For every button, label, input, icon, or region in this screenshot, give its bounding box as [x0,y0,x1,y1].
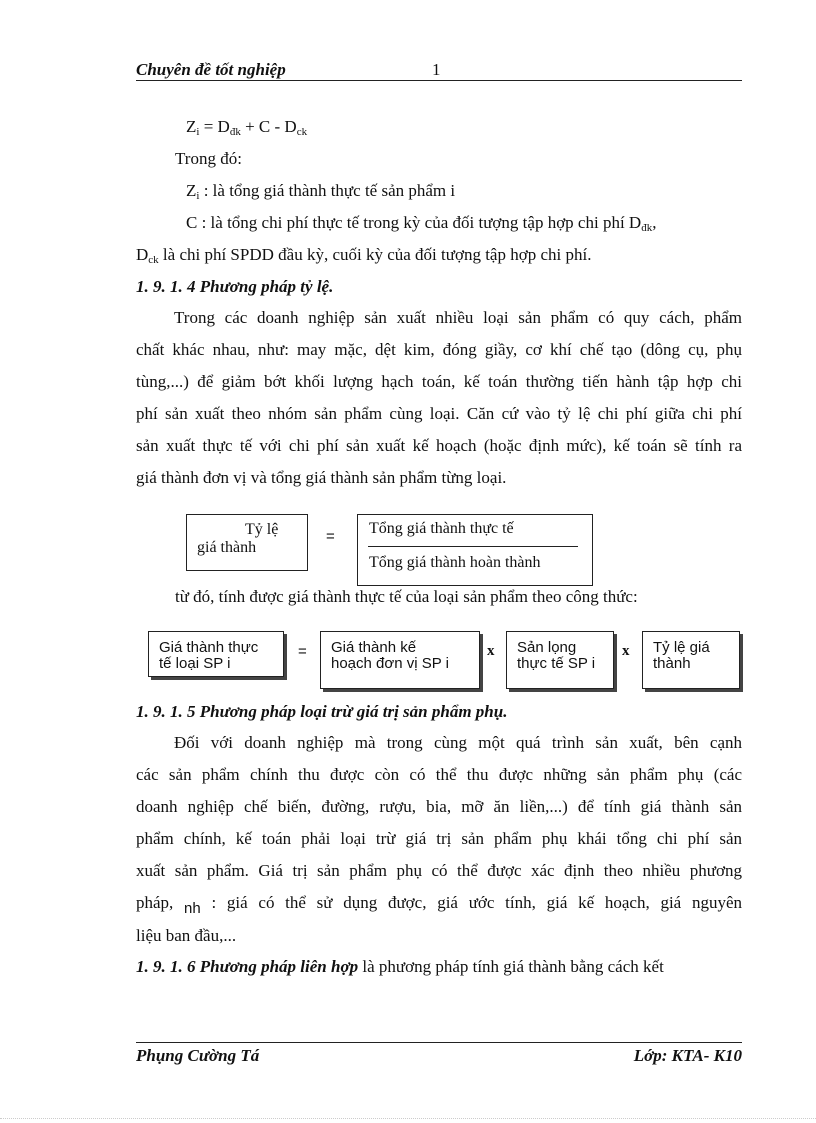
section-byproduct-body: Đối với doanh nghiệp mà trong cùng một quá trình sản xuất, bên cạnh các sản phẩm chính thu được còn có thể thu được những sản phẩm phụ (các doanh nghiệp chế biến, đường, rượu, bia, mỡ ăn liền,...) để tính giá thành sản phẩm chính, kế toán phải loại trừ giá trị sản phẩm phụ khái tổng chi phí sản xuất sản phẩm. Giá trị sản phẩm phụ có thể được xác định theo nhiều phương pháp, nh : giá có thể sử dụng được, giá ước tính, giá kế hoạch, giá nguyên liệu ban đầu,... [136,733,742,945]
page-number: 1 [432,60,441,79]
actual-output-box: Sản lọng thực tế SP i [506,631,614,689]
where-label: Trong đó: [175,149,242,168]
header-title: Chuyên đề tốt nghiệp [136,60,286,79]
actual-cost-box: Giá thành thực tế loại SP i [148,631,284,677]
fraction-bar [368,546,578,547]
d-definition: $D_{ck}$ là chi phí SPDD đầu kỳ, cuối kỳ của đối tượng tập hợp chi phí. [136,245,592,266]
from-that-text: từ đó, tính được giá thành thực tế của loại sản phẩm theo công thức: [175,587,638,606]
product-equals: = [298,643,307,660]
formula-zi: $Z_i = D_{đk} + C - D_{ck}$ [186,117,308,138]
zi-definition: $Z_i$ : là tổng giá thành thực tế sản phẩm i [186,181,456,202]
times-1: x [487,643,495,659]
c-definition: C : là tổng chi phí thực tế trong kỳ của đối tượng tập hợp chi phí $D_{đk}$, [186,213,657,234]
section-heading-combined: 1. 9. 1. 6 Phương pháp liên hợp là phương pháp tính giá thành bằng cách kết [136,957,664,976]
ratio-numerator: Tổng giá thành thực tế [369,520,514,537]
footer-divider [136,1042,742,1043]
section-heading-ratio: 1. 9. 1. 4 Phương pháp tỷ lệ. [136,277,334,296]
ratio-label-box: Tỷ lệ giá thành [186,514,308,571]
ratio-equals: = [326,528,335,545]
cost-ratio-box: Tỷ lệ giá thành [642,631,740,689]
footer-class: Lớp: KTA- K10 [633,1046,742,1065]
page-edge [0,1118,816,1119]
times-2: x [622,643,630,659]
planned-cost-box: Giá thành kế hoạch đơn vị SP i [320,631,480,689]
section-heading-byproduct: 1. 9. 1. 5 Phương pháp loại trừ giá trị sản phẩm phụ. [136,702,508,721]
ratio-denominator: Tổng giá thành hoàn thành [369,554,541,571]
footer-author: Phụng Cường Tá [136,1046,260,1065]
section-ratio-body: Trong các doanh nghiệp sản xuất nhiều loại sản phẩm có quy cách, phẩm chất khác nhau, như: may mặc, dệt kim, đóng giầy, cơ khí chế tạo (dông cụ, phụ tùng,...) để giảm bớt khối lượng hạch toán, kế toán thường tiến hành tập hợp chi phí sản xuất theo nhóm sản phẩm cùng loại. Căn cứ vào tỷ lệ chi phí giữa chi phí sản xuất thực tế với chi phí sản xuất kế hoạch (hoặc định mức), kế toán sẽ tính ra giá thành đơn vị và tổng giá thành sản phẩm từng loại. [136,308,742,487]
header-divider [136,80,742,81]
ratio-fraction-box [357,514,593,586]
